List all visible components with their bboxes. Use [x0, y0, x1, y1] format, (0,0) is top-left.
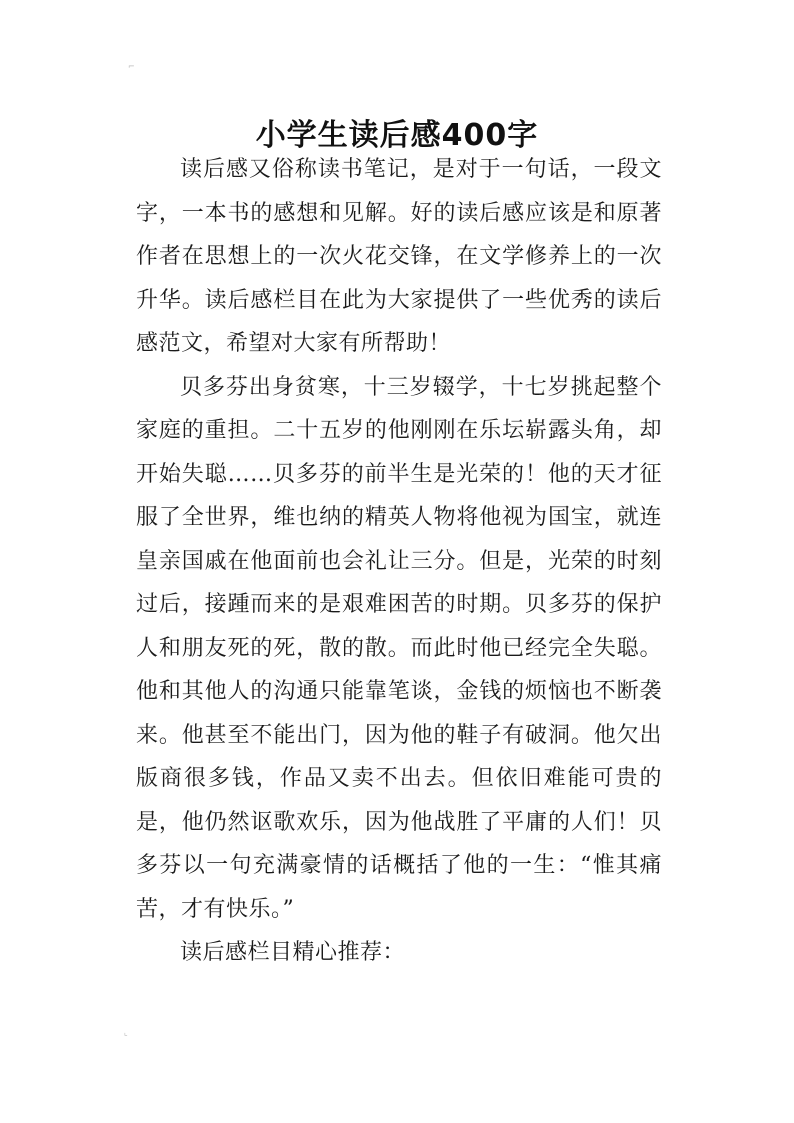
corner-mark-top: ⌐ [128, 62, 135, 71]
beethoven-paragraph: 贝多芬出身贫寒，十三岁辍学，十七岁挑起整个家庭的重担。二十五岁的他刚刚在乐坛崭露头角，却开始失聪……贝多芬的前半生是光荣的！他的天才征服了全世界，维也纳的精英人物将他视为国宝，就连皇亲国戚在他面前也会礼让三分。但是，光荣的时刻过后，接踵而来的是艰难困苦的时期。贝多芬的保护人和朋友死的死，散的散。而此时他已经完全失聪。他和其他人的沟通只能靠笔谈，金钱的烦恼也不断袭来。他甚至不能出门，因为他的鞋子有破洞。他欠出版商很多钱，作品又卖不出去。但依旧难能可贵的是，他仍然讴歌欢乐，因为他战胜了平庸的人们！贝多芬以一句充满豪情的话概括了他的一生：“惟其痛苦，才有快乐。” [136, 374, 662, 922]
intro-paragraph: 读后感又俗称读书笔记，是对于一句话，一段文字，一本书的感想和见解。好的读后感应该是和原著作者在思想上的一次火花交锋，在文学修养上的一次升华。读后感栏目在此为大家提供了一些优秀的读后感范文，希望对大家有所帮助！ [136, 157, 662, 356]
document-title: 小学生读后感400字 [255, 118, 539, 154]
document-body [136, 148, 662, 975]
recommendation-paragraph: 读后感栏目精心推荐： [180, 940, 406, 965]
corner-mark-bottom: ⌞ [124, 1028, 128, 1037]
